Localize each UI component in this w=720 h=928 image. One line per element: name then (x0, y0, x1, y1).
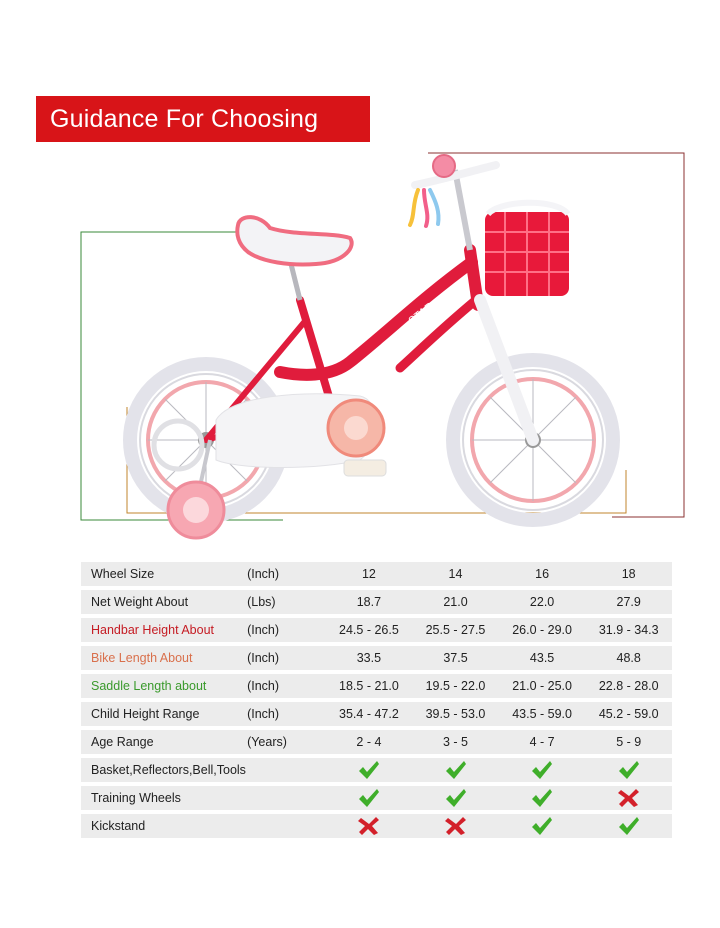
value-cell: 5 - 9 (585, 730, 672, 754)
mark-cell (585, 814, 672, 838)
table-row (81, 646, 672, 670)
table-row (81, 786, 672, 810)
feature-label: Wheel Size (81, 562, 247, 586)
value-cell: 4 - 7 (499, 730, 586, 754)
streamers (410, 190, 439, 226)
mark-cell (326, 758, 413, 782)
saddle (237, 217, 351, 264)
check-icon (531, 816, 553, 836)
mark-cell (412, 786, 499, 810)
value-cell: 31.9 - 34.3 (585, 618, 672, 642)
feature-label: Kickstand (81, 814, 247, 838)
check-icon (358, 760, 380, 780)
value-cell: 12 (326, 562, 413, 586)
mark-cell (499, 758, 586, 782)
check-icon (445, 788, 467, 808)
check-icon (358, 788, 380, 808)
value-cell: 48.8 (585, 646, 672, 670)
value-cell: 21.0 - 25.0 (499, 674, 586, 698)
page-title-banner (36, 96, 370, 179)
value-cell: 16 (499, 562, 586, 586)
basket (485, 203, 569, 296)
chain-guard (216, 394, 384, 468)
feature-label: Saddle Length about (81, 674, 247, 698)
check-icon (531, 760, 553, 780)
handlebar-stem (455, 170, 470, 250)
frame-logo-text: STAR (406, 300, 437, 328)
value-cell: 24.5 - 26.5 (326, 618, 413, 642)
value-cell: 22.0 (499, 590, 586, 614)
bike-illustration-svg (0, 140, 720, 540)
bell-icon (433, 155, 455, 177)
value-cell: 19.5 - 22.0 (412, 674, 499, 698)
value-cell: 22.8 - 28.0 (585, 674, 672, 698)
cross-icon (445, 816, 467, 836)
mark-cell (412, 758, 499, 782)
value-cell: 18 (585, 562, 672, 586)
value-cell: 39.5 - 53.0 (412, 702, 499, 726)
unit-label: (Years) (247, 730, 326, 754)
table-row (81, 590, 672, 614)
value-cell: 21.0 (412, 590, 499, 614)
unit-label: (Inch) (247, 674, 326, 698)
bike-spec-table (81, 558, 672, 842)
feature-label: Age Range (81, 730, 247, 754)
unit-label: (Inch) (247, 618, 326, 642)
cross-icon (358, 816, 380, 836)
value-cell: 18.5 - 21.0 (326, 674, 413, 698)
mark-cell (326, 786, 413, 810)
unit-label (247, 786, 326, 810)
feature-label: Handbar Height About (81, 618, 247, 642)
table-row (81, 618, 672, 642)
table-row (81, 674, 672, 698)
check-icon (531, 788, 553, 808)
unit-label: (Inch) (247, 562, 326, 586)
page-title: Guidance For Choosing Bike (50, 105, 319, 179)
unit-label (247, 758, 326, 782)
unit-label: (Inch) (247, 646, 326, 670)
value-cell: 35.4 - 47.2 (326, 702, 413, 726)
feature-label: Basket,Reflectors,Bell,Tools (81, 758, 247, 782)
value-cell: 37.5 (412, 646, 499, 670)
mark-cell (499, 814, 586, 838)
feature-label: Child Height Range (81, 702, 247, 726)
cross-icon (618, 788, 640, 808)
value-cell: 33.5 (326, 646, 413, 670)
table-row (81, 814, 672, 838)
mark-cell (499, 786, 586, 810)
mark-cell (585, 758, 672, 782)
feature-label: Training Wheels (81, 786, 247, 810)
table-row (81, 562, 672, 586)
check-icon (618, 816, 640, 836)
check-icon (618, 760, 640, 780)
value-cell: 2 - 4 (326, 730, 413, 754)
value-cell: 14 (412, 562, 499, 586)
pedal (344, 460, 386, 476)
unit-label: (Inch) (247, 702, 326, 726)
value-cell: 18.7 (326, 590, 413, 614)
value-cell: 25.5 - 27.5 (412, 618, 499, 642)
table-row (81, 730, 672, 754)
check-icon (445, 760, 467, 780)
value-cell: 45.2 - 59.0 (585, 702, 672, 726)
unit-label: (Lbs) (247, 590, 326, 614)
value-cell: 3 - 5 (412, 730, 499, 754)
mark-cell (585, 786, 672, 810)
feature-label: Net Weight About (81, 590, 247, 614)
table-row (81, 758, 672, 782)
bike-illustration (0, 140, 720, 540)
value-cell: 27.9 (585, 590, 672, 614)
mark-cell (326, 814, 413, 838)
value-cell: 26.0 - 29.0 (499, 618, 586, 642)
table-row (81, 702, 672, 726)
value-cell: 43.5 - 59.0 (499, 702, 586, 726)
feature-label: Bike Length About (81, 646, 247, 670)
unit-label (247, 814, 326, 838)
mark-cell (412, 814, 499, 838)
value-cell: 43.5 (499, 646, 586, 670)
